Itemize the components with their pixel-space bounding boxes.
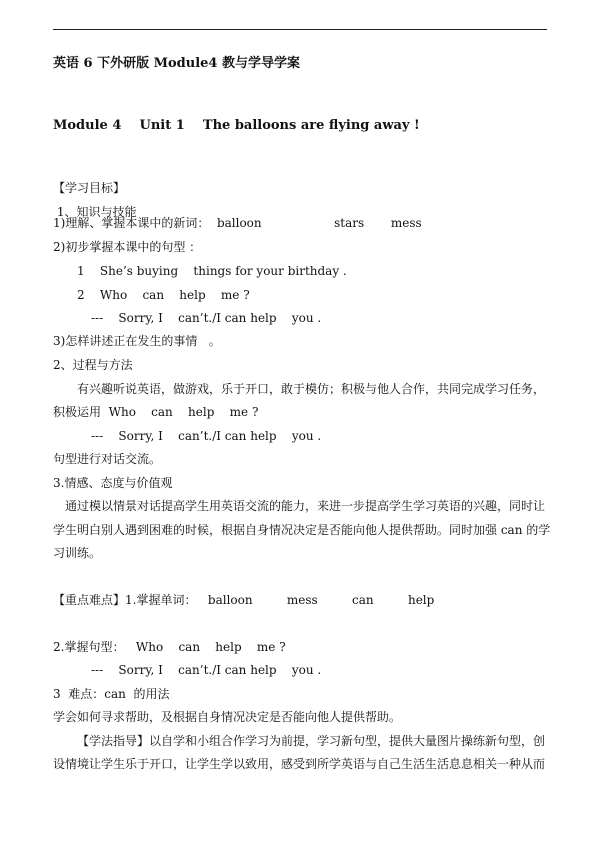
emotion-text-1: 通过模以情景对话提高学生用英语交流的能力，来进一步提高学生学习英语的兴趣，同时让 <box>65 499 546 513</box>
emotion-text-3: 习训练。 <box>53 546 102 560</box>
process-text-2: 积极运用 Who can help me ? <box>53 405 259 419</box>
objective-item-2: 2)初步掌握本课中的句型 ： <box>53 240 202 254</box>
key-points-reply: --- Sorry, I can’t./I can help you . <box>91 663 322 677</box>
method-line-2: 设情境让学生乐于开口，让学生学以致用，感受到所学英语与自己生活生活息息相关一种从而 <box>53 757 546 771</box>
sentence-2-reply: --- Sorry, I can’t./I can help you . <box>91 311 322 325</box>
process-reply: --- Sorry, I can’t./I can help you . <box>91 429 322 443</box>
key-points-line-3: 3 难点：can 的用法 <box>53 687 170 701</box>
key-points-line-2: 2.掌握句型： Who can help me ? <box>53 640 286 654</box>
key-points-line-4: 学会如何寻求帮助，及根据自身情况决定是否能向他人提供帮助。 <box>53 710 402 724</box>
sentence-1: 1 She’s buying things for your birthday . <box>77 264 347 278</box>
objective-item-3: 3)怎样讲述正在发生的事情 。 <box>53 334 221 348</box>
emotion-heading: 3.情感、态度与价值观 <box>53 476 173 490</box>
process-text-3: 句型进行对话交流。 <box>53 452 162 466</box>
header-rule <box>53 29 547 30</box>
unit-title: Module 4 Unit 1 The balloons are flying away ! <box>53 118 420 133</box>
method-line-1: 【学法指导】以自学和小组合作学习为前提，学习新句型，提供大量图片操练新句型，创 <box>77 734 546 748</box>
sentence-2: 2 Who can help me ? <box>77 288 250 302</box>
objective-item-1: 1)理解、掌握本课中的新词： balloon stars mess <box>53 216 422 230</box>
process-text-1: 有兴趣听说英语，做游戏，乐于开口，敢于模仿；积极与他人合作，共同完成学习任务， <box>77 382 546 396</box>
knowledge-heading: 1、知识与技能 <box>53 205 137 219</box>
objectives-heading: 【学习目标】 <box>53 181 126 195</box>
emotion-text-2: 学生明白别人遇到困难的时候，根据自身情况决定是否能向他人提供帮助。同时加强 can 的学 <box>53 523 551 537</box>
key-points-line-1: 【重点难点】1.掌握单词： balloon mess can help <box>53 593 435 607</box>
document-title: 英语 6 下外研版 Module4 教与学导学案 <box>53 56 301 71</box>
process-heading: 2、过程与方法 <box>53 358 133 372</box>
